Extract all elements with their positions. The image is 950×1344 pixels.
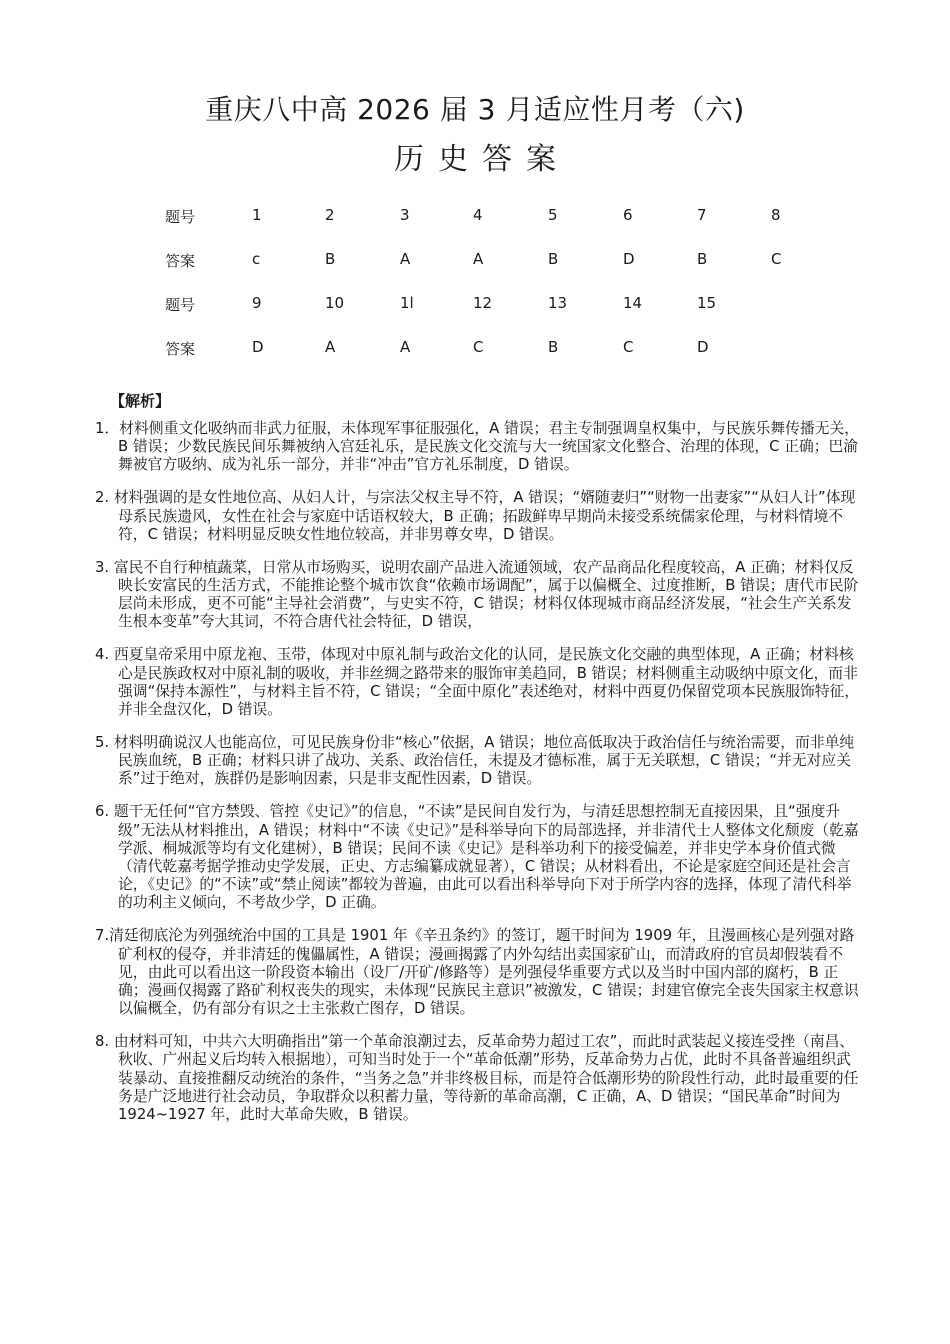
table-cell: 12	[473, 294, 493, 312]
table-cell: 4	[473, 206, 483, 224]
analysis-item-4: 4. 西夏皇帝采用中原龙袍、玉带，体现对中原礼制与政治文化的认同，是民族文化交融的典型体现，A 正确；材料核心是民族政权对中原礼制的吸收，并非丝绸之路带来的服饰审美趋同，B 错误；材料侧重主动吸纳中原文化，而非强调“保持本源性”，与材料主旨不符，C 错误；“全面中原化”表述绝对，材料中西夏仍保留党项本民族服饰特征，并非全盘汉化，D 错误。	[95, 646, 860, 719]
document-subtitle: 历史答案	[394, 142, 570, 177]
table-cell: 7	[697, 206, 707, 224]
table-cell: 1l	[400, 294, 414, 312]
analysis-item-3: 3. 富民不自行种植蔬菜，日常从市场购买，说明农副产品进入流通领域，农产品商品化程度较高，A 正确；材料仅反映长安富民的生活方式，不能推论整个城市饮食“依赖市场调配”，属于以偏概全、过度推断，B 错误；唐代市民阶层尚未形成，更不可能“主导社会消费”，与史实不符，C 错误；材料仅体现城市商品经济发展，“社会生产关系发生根本变革”夸大其词，不符合唐代社会特征，D 错误，	[95, 558, 859, 631]
table-cell: 2	[325, 206, 335, 224]
row-label: 题号	[165, 208, 196, 226]
analysis-item-6: 6. 题干无任何“官方禁毁、管控《史记》”的信息，“不读”是民间自发行为，与清廷思想控制无直接因果，且“强度升级”无法从材料推出，A 错误；材料中“不读《史记》”是科举导向下的局部选择，并非清代士人整体文化颓废（乾嘉学派、桐城派等均有文化建树），B 错误；民间不读《史记》是科举功利下的接受偏差，并非史学本身价值式微（清代乾嘉考据学推动史学发展，正史、方志编纂成就显著），C 错误；从材料看出，不论是家庭空间还是社会言论，《史记》的“不读”或“禁止阅读”都较为普遍，由此可以看出科举导向下对于所学内容的选择，体现了清代科举的功利主义倾向，不考故少学，D 正确。	[95, 803, 859, 912]
row-label: 答案	[165, 252, 196, 270]
table-cell: B	[548, 250, 559, 268]
table-cell: 8	[771, 206, 781, 224]
table-cell: 9	[252, 294, 262, 312]
table-cell: c	[252, 250, 261, 268]
analysis-item-8: 8. 由材料可知，中共六大明确指出“第一个革命浪潮过去，反革命势力超过工农”，而此时武装起义接连受挫（南昌、秋收、广州起义后均转入根据地），可知当时处于一个“革命低潮”形势，反革命势力占优，此时不具备普遍组织武装暴动、直接推翻反动统治的条件，“当务之急”并非终极目标，而是符合低潮形势的阶段性行动，此时最重要的任务是广泛地进行社会动员，争取群众以积蓄力量，等待新的革命高潮，C 正确，A、D 错误；“国民革命”时间为 1924~1927 年，此时大革命失败，B 错误。	[95, 1033, 859, 1124]
table-cell: 10	[325, 294, 345, 312]
analysis-item-5: 5. 材料明确说汉人也能高位，可见民族身份非“核心”依据，A 错误；地位高低取决于政治信任与统治需要，而非单纯民族血统，B 正确；材料只讲了战功、关系、政治信任，未提及才德标准，属于无关联想，C 错误；“并无对应关系”过于绝对，族群仍是影响因素，只是非支配性因素，D 错误。	[95, 734, 855, 788]
table-cell: 5	[548, 206, 558, 224]
analysis-item-2: 2. 材料强调的是女性地位高、从妇人计，与宗法父权主导不符，A 错误；“婿随妻归”“财物一出妻家”“从妇人计”体现母系民族遗风，女性在社会与家庭中话语权较大，B 正确；拓跋鲜卑早期尚未接受系统儒家伦理，与材料情境不符，C 错误；材料明显反映女性地位较高，并非男尊女卑，D 错误。	[95, 489, 856, 543]
table-cell: B	[697, 250, 708, 268]
table-cell: 13	[548, 294, 568, 312]
table-cell: C	[623, 338, 634, 356]
row-label: 题号	[165, 296, 196, 314]
table-cell: 15	[697, 294, 717, 312]
table-cell: B	[548, 338, 559, 356]
table-cell: A	[400, 338, 411, 356]
table-cell: A	[473, 250, 484, 268]
table-cell: 1	[252, 206, 262, 224]
analysis-item-7: 7.清廷彻底沦为列强统治中国的工具是 1901 年《辛丑条约》的签订，题干时间为 1909 年，且漫画核心是列强对路矿利权的侵夺，并非清廷的傀儡属性，A 错误；漫画揭露了内外勾结出卖国家矿山，而清政府的官员却假装看不见，由此可以看出这一阶段资本输出（设厂/开矿/修路等）是列强侵华重要方式以及当时中国内部的腐朽，B 正确；漫画仅揭露了路矿利权丧失的现实，未体现“民族民主意识”被激发，C 错误；封建官僚完全丧失国家主权意识以偏概全，仍有部分有识之士主张救亡图存，D 错误。	[95, 927, 859, 1018]
table-cell: D	[252, 338, 264, 356]
table-cell: A	[400, 250, 411, 268]
analysis-item-1: 1．材料侧重文化吸纳而非武力征服，未体现军事征服强化，A 错误；君主专制强调皇权集中，与民族乐舞传播无关，B 错误；少数民族民间乐舞被纳入宫廷礼乐，是民族文化交流与大一统国家文化整合、治理的体现，C 正确；巴渝舞被官方吸纳、成为礼乐一部分，并非“冲击”官方礼乐制度，D 错误。	[95, 420, 860, 474]
document-title: 重庆八中高 2026 届 3 月适应性月考（六)	[205, 93, 745, 126]
analysis-list	[95, 420, 860, 1138]
table-cell: C	[771, 250, 782, 268]
table-cell: 3	[400, 206, 410, 224]
table-cell: D	[697, 338, 709, 356]
row-label: 答案	[165, 340, 196, 358]
analysis-heading: 【解析】	[110, 392, 171, 410]
table-cell: C	[473, 338, 484, 356]
table-cell: A	[325, 338, 336, 356]
table-cell: D	[623, 250, 635, 268]
table-cell: B	[325, 250, 336, 268]
table-cell: 6	[623, 206, 633, 224]
table-cell: 14	[623, 294, 643, 312]
